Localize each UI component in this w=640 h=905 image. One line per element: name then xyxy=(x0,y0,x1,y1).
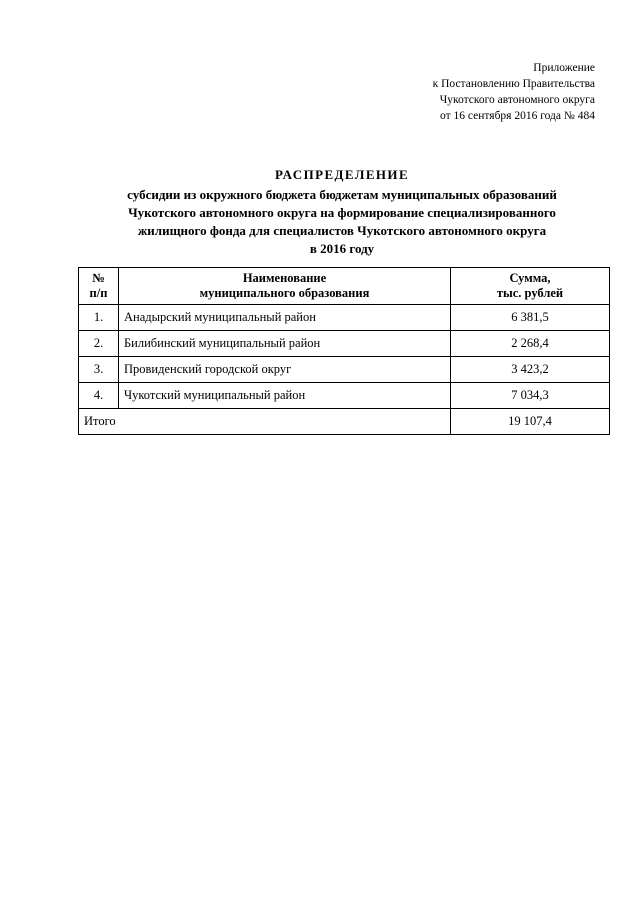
row-sum: 6 381,5 xyxy=(451,305,610,331)
appendix-line: от 16 сентября 2016 года № 484 xyxy=(440,110,595,122)
appendix-line: Чукотского автономного округа xyxy=(439,94,595,106)
subtitle-line: жилищного фонда для специалистов Чукотского автономного округа xyxy=(137,223,547,238)
total-sum: 19 107,4 xyxy=(451,409,610,435)
row-sum: 7 034,3 xyxy=(451,383,610,409)
header-num-line: № xyxy=(92,271,105,285)
row-num: 3. xyxy=(79,357,119,383)
header-name-line: муниципального образования xyxy=(199,286,370,300)
table-total-row xyxy=(79,409,610,435)
distribution-table xyxy=(78,267,610,435)
header-name-line: Наименование xyxy=(242,271,327,285)
row-name: Билибинский муниципальный район xyxy=(119,331,451,357)
appendix-line: Приложение xyxy=(533,62,595,74)
row-sum: 2 268,4 xyxy=(451,331,610,357)
row-name: Чукотский муниципальный район xyxy=(119,383,451,409)
subtitle-line: в 2016 году xyxy=(309,241,375,256)
appendix-line: к Постановлению Правительства xyxy=(432,78,595,90)
row-sum: 3 423,2 xyxy=(451,357,610,383)
document-title: РАСПРЕДЕЛЕНИЕ xyxy=(274,167,410,182)
header-num xyxy=(79,268,119,305)
table-row xyxy=(79,357,610,383)
row-num: 1. xyxy=(79,305,119,331)
table-row xyxy=(79,383,610,409)
table-header-row xyxy=(79,268,610,305)
table-row xyxy=(79,331,610,357)
row-num: 4. xyxy=(79,383,119,409)
row-name: Анадырский муниципальный район xyxy=(119,305,451,331)
document-subtitle xyxy=(72,186,612,258)
header-name xyxy=(119,268,451,305)
table-row xyxy=(79,305,610,331)
header-sum xyxy=(451,268,610,305)
total-label: Итого xyxy=(79,409,451,435)
subtitle-line: субсидии из окружного бюджета бюджетам муниципальных образований xyxy=(127,187,557,202)
appendix-block xyxy=(335,60,595,124)
row-name: Провиденский городской округ xyxy=(119,357,451,383)
subtitle-line: Чукотского автономного округа на формирование специализированного xyxy=(128,205,556,220)
header-sum-line: тыс. рублей xyxy=(496,286,564,300)
header-sum-line: Сумма, xyxy=(509,271,551,285)
document-heading xyxy=(72,166,612,258)
row-num: 2. xyxy=(79,331,119,357)
header-num-line: п/п xyxy=(89,286,108,300)
